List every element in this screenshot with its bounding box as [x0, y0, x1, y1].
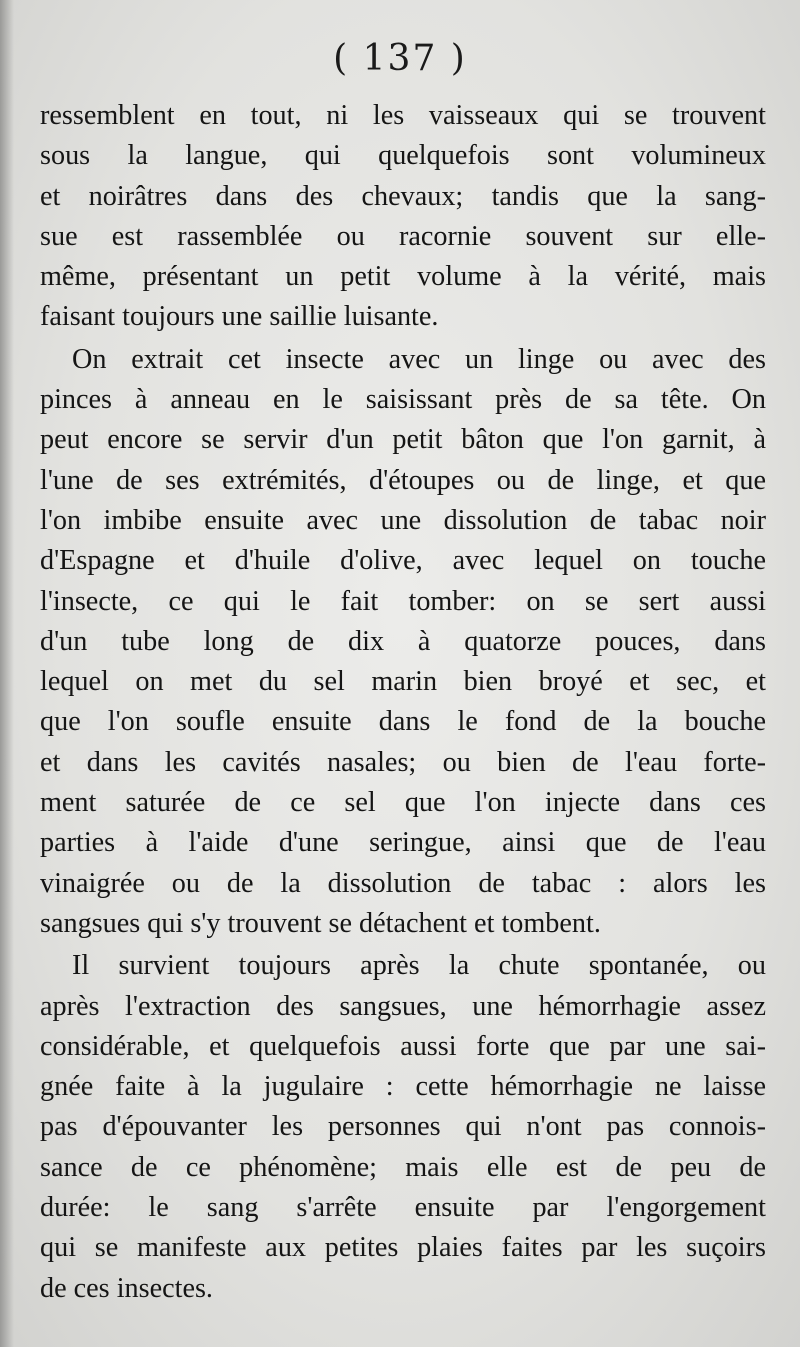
- text-line: l'insecte, ce qui le fait tomber: on se sert aussi: [40, 585, 766, 617]
- text-line: ment saturée de ce sel que l'on injecte dans ces: [40, 787, 766, 819]
- paragraph: [40, 340, 766, 944]
- text-line: considérable, et quelquefois aussi forte que par une sai-: [40, 1030, 766, 1062]
- text-line: On extrait cet insecte avec un linge ou avec des: [72, 343, 766, 375]
- text-line: faisant toujours une saillie luisante.: [40, 301, 439, 333]
- text-line: et noirâtres dans des chevaux; tandis que la sang-: [40, 180, 766, 212]
- text-line: durée: le sang s'arrête ensuite par l'engorgement: [40, 1192, 766, 1224]
- text-line: vinaigrée ou de la dissolution de tabac : alors les: [40, 867, 766, 899]
- text-line: gnée faite à la jugulaire : cette hémorrhagie ne laisse: [40, 1071, 766, 1103]
- page-binding-shadow: [0, 0, 14, 1347]
- paragraph: [40, 946, 766, 1309]
- text-line: pas d'épouvanter les personnes qui n'ont pas connois-: [40, 1111, 766, 1143]
- text-line: qui se manifeste aux petites plaies faites par les suçoirs: [40, 1232, 766, 1264]
- body-text: [40, 96, 766, 1309]
- page-number: ( 137 ): [333, 38, 467, 79]
- text-line: sance de ce phénomène; mais elle est de peu de: [40, 1151, 766, 1183]
- paragraph: [40, 96, 766, 338]
- text-line: lequel on met du sel marin bien broyé et sec, et: [40, 666, 766, 698]
- text-line: l'on imbibe ensuite avec une dissolution de tabac noir: [40, 504, 766, 536]
- text-line: Il survient toujours après la chute spontanée, ou: [72, 950, 766, 982]
- text-line: que l'on soufle ensuite dans le fond de la bouche: [40, 706, 766, 738]
- text-line: peut encore se servir d'un petit bâton que l'on garnit, à: [40, 424, 766, 456]
- text-line: ressemblent en tout, ni les vaisseaux qui se trouvent: [40, 100, 766, 131]
- text-line: et dans les cavités nasales; ou bien de l'eau forte-: [40, 746, 766, 778]
- text-line: de ces insectes.: [40, 1272, 213, 1304]
- text-line: d'un tube long de dix à quatorze pouces, dans: [40, 625, 766, 657]
- text-line: pinces à anneau en le saisissant près de sa tête. On: [40, 384, 766, 416]
- text-line: après l'extraction des sangsues, une hémorrhagie assez: [40, 990, 766, 1022]
- text-line: l'une de ses extrémités, d'étoupes ou de linge, et que: [40, 464, 766, 496]
- text-line: sue est rassemblée ou racornie souvent sur elle-: [40, 220, 766, 252]
- text-line: même, présentant un petit volume à la vérité, mais: [40, 261, 766, 293]
- text-line: sous la langue, qui quelquefois sont volumineux: [40, 140, 766, 172]
- text-line: sangsues qui s'y trouvent se détachent et tombent.: [40, 907, 601, 939]
- text-line: d'Espagne et d'huile d'olive, avec lequel on touche: [40, 545, 766, 577]
- text-line: parties à l'aide d'une seringue, ainsi que de l'eau: [40, 827, 766, 859]
